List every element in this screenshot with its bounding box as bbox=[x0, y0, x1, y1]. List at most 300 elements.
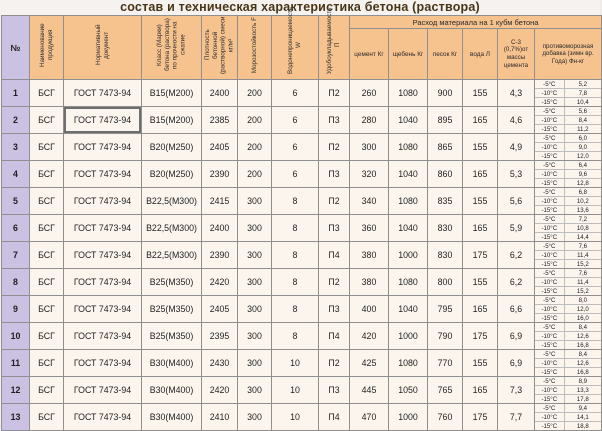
antifreeze-entry bbox=[535, 116, 601, 125]
table-row bbox=[2, 80, 602, 107]
antifreeze-entry bbox=[535, 341, 601, 349]
antifreeze-value: 6,0 bbox=[578, 134, 588, 142]
cell-klass: В22,5(М300) bbox=[142, 215, 202, 242]
cell-density: 2390 bbox=[202, 161, 238, 188]
cell-klass: В15(М200) bbox=[142, 80, 202, 107]
cell-cement: 420 bbox=[350, 323, 389, 350]
cell-antifreeze bbox=[535, 161, 602, 188]
header-c3-additive: С-3 (0,7%)от массы цемента bbox=[498, 29, 535, 80]
antifreeze-temp: -5°С bbox=[535, 377, 565, 385]
cell-work: П4 bbox=[319, 404, 350, 431]
antifreeze-temp: -5°С bbox=[535, 242, 565, 250]
antifreeze-entry bbox=[535, 242, 601, 251]
cell-c3: 6,2 bbox=[498, 269, 535, 296]
cell-product: БСГ bbox=[30, 296, 64, 323]
cell-antifreeze bbox=[535, 350, 602, 377]
cell-frost: 300 bbox=[238, 323, 272, 350]
antifreeze-temp: -15°С bbox=[535, 206, 565, 214]
cell-work: П3 bbox=[319, 377, 350, 404]
cell-wr: 6 bbox=[272, 107, 319, 134]
cell-document: ГОСТ 7473-94 bbox=[64, 215, 142, 242]
cell-wr: 10 bbox=[272, 350, 319, 377]
antifreeze-temp: -10°С bbox=[535, 224, 565, 232]
antifreeze-entry bbox=[535, 350, 601, 359]
cell-gravel: 1080 bbox=[389, 188, 428, 215]
cell-document: ГОСТ 7473-94 bbox=[64, 377, 142, 404]
antifreeze-temp: -10°С bbox=[535, 413, 565, 421]
antifreeze-value: 10,2 bbox=[576, 197, 589, 205]
cell-antifreeze bbox=[535, 80, 602, 107]
cell-cement: 300 bbox=[350, 134, 389, 161]
antifreeze-value: 10,4 bbox=[576, 98, 589, 106]
cell-c3: 4,3 bbox=[498, 80, 535, 107]
cell-frost: 200 bbox=[238, 161, 272, 188]
cell-antifreeze bbox=[535, 134, 602, 161]
antifreeze-entry bbox=[535, 323, 601, 332]
cell-work: П2 bbox=[319, 188, 350, 215]
cell-sand: 830 bbox=[428, 242, 463, 269]
header-cement: цемент Кг bbox=[350, 29, 389, 80]
antifreeze-value: 9,6 bbox=[578, 170, 588, 178]
antifreeze-temp: -5°С bbox=[535, 188, 565, 196]
antifreeze-temp: -5°С bbox=[535, 161, 565, 169]
antifreeze-value: 8,0 bbox=[578, 296, 588, 304]
cell-cement: 470 bbox=[350, 404, 389, 431]
antifreeze-temp: -15°С bbox=[535, 152, 565, 160]
table-row bbox=[2, 296, 602, 323]
cell-num: 2 bbox=[2, 107, 30, 134]
cell-wr: 6 bbox=[272, 134, 319, 161]
cell-density: 2415 bbox=[202, 188, 238, 215]
antifreeze-entry bbox=[535, 125, 601, 133]
antifreeze-temp: -10°С bbox=[535, 278, 565, 286]
cell-num: 4 bbox=[2, 161, 30, 188]
antifreeze-temp: -5°С bbox=[535, 107, 565, 115]
antifreeze-value: 15,2 bbox=[576, 287, 589, 295]
table-row bbox=[2, 134, 602, 161]
antifreeze-temp: -5°С bbox=[535, 323, 565, 331]
cell-c3: 6,9 bbox=[498, 350, 535, 377]
antifreeze-value: 11,4 bbox=[577, 278, 589, 286]
cell-gravel: 1080 bbox=[389, 80, 428, 107]
cell-frost: 300 bbox=[238, 269, 272, 296]
cell-work: П3 bbox=[319, 107, 350, 134]
cell-num: 1 bbox=[2, 80, 30, 107]
cell-c3: 7,3 bbox=[498, 377, 535, 404]
antifreeze-temp: -15°С bbox=[535, 260, 565, 268]
header-density-label: Плотность бетонной (растворной) смеси кг/м³ bbox=[203, 16, 235, 74]
cell-water: 155 bbox=[463, 350, 498, 377]
table-row bbox=[2, 350, 602, 377]
antifreeze-entry bbox=[535, 206, 601, 214]
cell-num: 3 bbox=[2, 134, 30, 161]
cell-work: П2 bbox=[319, 269, 350, 296]
header-product bbox=[30, 16, 64, 80]
antifreeze-value: 7,8 bbox=[578, 89, 588, 97]
cell-water: 165 bbox=[463, 296, 498, 323]
cell-wr: 10 bbox=[272, 377, 319, 404]
antifreeze-value: 10,8 bbox=[576, 224, 589, 232]
antifreeze-entry bbox=[535, 107, 601, 116]
header-workability-label: Удобоукладываемость П bbox=[326, 7, 341, 74]
cell-c3: 5,9 bbox=[498, 215, 535, 242]
cell-sand: 900 bbox=[428, 80, 463, 107]
table-row bbox=[2, 404, 602, 431]
cell-density: 2405 bbox=[202, 296, 238, 323]
cell-density: 2420 bbox=[202, 269, 238, 296]
cell-sand: 790 bbox=[428, 323, 463, 350]
cell-gravel: 1040 bbox=[389, 161, 428, 188]
selected-cell[interactable]: ГОСТ 7473-94 bbox=[64, 107, 142, 134]
cell-klass: В30(М400) bbox=[142, 350, 202, 377]
cell-wr: 8 bbox=[272, 188, 319, 215]
cell-sand: 770 bbox=[428, 350, 463, 377]
antifreeze-value: 12,0 bbox=[576, 305, 589, 313]
cell-water: 155 bbox=[463, 134, 498, 161]
cell-density: 2420 bbox=[202, 377, 238, 404]
cell-cement: 380 bbox=[350, 242, 389, 269]
table-row bbox=[2, 215, 602, 242]
cell-cement: 320 bbox=[350, 161, 389, 188]
cell-product: БСГ bbox=[30, 161, 64, 188]
antifreeze-value: 7,6 bbox=[578, 242, 588, 250]
cell-frost: 200 bbox=[238, 80, 272, 107]
cell-frost: 300 bbox=[238, 215, 272, 242]
header-density bbox=[202, 16, 238, 80]
cell-frost: 300 bbox=[238, 377, 272, 404]
cell-work: П3 bbox=[319, 215, 350, 242]
cell-num: 5 bbox=[2, 188, 30, 215]
antifreeze-entry bbox=[535, 260, 601, 268]
cell-gravel: 1080 bbox=[389, 269, 428, 296]
header-class-label: Класс (Марки) бетона (раствора) по прочности на сжатие bbox=[155, 18, 187, 72]
cell-c3: 4,6 bbox=[498, 107, 535, 134]
cell-density: 2400 bbox=[202, 215, 238, 242]
cell-product: БСГ bbox=[30, 269, 64, 296]
cell-frost: 300 bbox=[238, 404, 272, 431]
cell-product: БСГ bbox=[30, 215, 64, 242]
cell-cement: 340 bbox=[350, 188, 389, 215]
cell-work: П2 bbox=[319, 134, 350, 161]
cell-frost: 300 bbox=[238, 350, 272, 377]
header-antifreeze-additive: противоморозная добавка (зимн вр. Года) Фн-кг bbox=[535, 29, 602, 80]
cell-sand: 860 bbox=[428, 161, 463, 188]
cell-antifreeze bbox=[535, 242, 602, 269]
cell-num: 8 bbox=[2, 269, 30, 296]
table-row bbox=[2, 377, 602, 404]
cell-klass: В15(М200) bbox=[142, 107, 202, 134]
cell-water: 155 bbox=[463, 188, 498, 215]
cell-water: 165 bbox=[463, 161, 498, 188]
cell-product: БСГ bbox=[30, 188, 64, 215]
cell-klass: В25(М350) bbox=[142, 269, 202, 296]
cell-num: 13 bbox=[2, 404, 30, 431]
cell-sand: 895 bbox=[428, 107, 463, 134]
antifreeze-entry bbox=[535, 404, 601, 413]
antifreeze-entry bbox=[535, 170, 601, 179]
antifreeze-temp: -15°С bbox=[535, 368, 565, 376]
cell-work: П2 bbox=[319, 350, 350, 377]
antifreeze-entry bbox=[535, 377, 601, 386]
cell-gravel: 1080 bbox=[389, 350, 428, 377]
antifreeze-value: 9,0 bbox=[578, 143, 588, 151]
antifreeze-value: 11,2 bbox=[577, 125, 589, 133]
cell-gravel: 1050 bbox=[389, 377, 428, 404]
cell-product: БСГ bbox=[30, 107, 64, 134]
cell-klass: В25(М350) bbox=[142, 323, 202, 350]
antifreeze-entry bbox=[535, 98, 601, 106]
cell-klass: В22,5(М300) bbox=[142, 242, 202, 269]
antifreeze-entry bbox=[535, 422, 601, 430]
antifreeze-temp: -15°С bbox=[535, 125, 565, 133]
cell-klass: В25(М350) bbox=[142, 296, 202, 323]
antifreeze-value: 7,6 bbox=[578, 269, 588, 277]
table-row bbox=[2, 242, 602, 269]
header-document bbox=[64, 16, 142, 80]
antifreeze-entry bbox=[535, 332, 601, 341]
antifreeze-entry bbox=[535, 80, 601, 89]
cell-frost: 300 bbox=[238, 242, 272, 269]
header-gravel: щебень Кг bbox=[389, 29, 428, 80]
cell-num: 6 bbox=[2, 215, 30, 242]
table-row bbox=[2, 269, 602, 296]
cell-c3: 7,7 bbox=[498, 404, 535, 431]
cell-gravel: 1080 bbox=[389, 134, 428, 161]
antifreeze-temp: -15°С bbox=[535, 422, 565, 430]
antifreeze-temp: -15°С bbox=[535, 314, 565, 322]
antifreeze-temp: -15°С bbox=[535, 287, 565, 295]
cell-work: П3 bbox=[319, 161, 350, 188]
header-document-label: Нормативный документ bbox=[94, 24, 110, 66]
antifreeze-entry bbox=[535, 152, 601, 160]
cell-gravel: 1000 bbox=[389, 323, 428, 350]
cell-gravel: 1000 bbox=[389, 242, 428, 269]
cell-cement: 425 bbox=[350, 350, 389, 377]
cell-document: ГОСТ 7473-94 bbox=[64, 134, 142, 161]
antifreeze-value: 8,4 bbox=[578, 323, 588, 331]
antifreeze-entry bbox=[535, 197, 601, 206]
antifreeze-value: 12,6 bbox=[576, 359, 589, 367]
antifreeze-temp: -15°С bbox=[535, 341, 565, 349]
cell-cement: 360 bbox=[350, 215, 389, 242]
antifreeze-temp: -10°С bbox=[535, 332, 565, 340]
table-body bbox=[2, 80, 602, 431]
cell-density: 2395 bbox=[202, 323, 238, 350]
antifreeze-entry bbox=[535, 143, 601, 152]
antifreeze-value: 6,4 bbox=[578, 161, 588, 169]
antifreeze-entry bbox=[535, 224, 601, 233]
cell-density: 2405 bbox=[202, 134, 238, 161]
antifreeze-temp: -5°С bbox=[535, 269, 565, 277]
cell-work: П2 bbox=[319, 80, 350, 107]
antifreeze-temp: -10°С bbox=[535, 116, 565, 124]
antifreeze-temp: -10°С bbox=[535, 143, 565, 151]
cell-cement: 445 bbox=[350, 377, 389, 404]
cell-wr: 10 bbox=[272, 404, 319, 431]
antifreeze-value: 14,1 bbox=[576, 413, 589, 421]
antifreeze-entry bbox=[535, 386, 601, 395]
cell-num: 12 bbox=[2, 377, 30, 404]
cell-frost: 200 bbox=[238, 107, 272, 134]
header-sand: песок Кг bbox=[428, 29, 463, 80]
cell-antifreeze bbox=[535, 404, 602, 431]
cell-klass: В20(М250) bbox=[142, 134, 202, 161]
antifreeze-temp: -10°С bbox=[535, 386, 565, 394]
cell-product: БСГ bbox=[30, 377, 64, 404]
antifreeze-entry bbox=[535, 413, 601, 422]
cell-antifreeze bbox=[535, 377, 602, 404]
cell-antifreeze bbox=[535, 215, 602, 242]
cell-water: 175 bbox=[463, 323, 498, 350]
cell-document: ГОСТ 7473-94 bbox=[64, 161, 142, 188]
cell-work: П4 bbox=[319, 242, 350, 269]
cell-klass: В20(М250) bbox=[142, 161, 202, 188]
cell-gravel: 1040 bbox=[389, 107, 428, 134]
cell-wr: 8 bbox=[272, 296, 319, 323]
cell-cement: 380 bbox=[350, 269, 389, 296]
antifreeze-value: 13,3 bbox=[576, 386, 589, 394]
cell-sand: 760 bbox=[428, 404, 463, 431]
table-row bbox=[2, 161, 602, 188]
antifreeze-value: 16,8 bbox=[576, 368, 589, 376]
antifreeze-entry bbox=[535, 188, 601, 197]
antifreeze-value: 8,9 bbox=[578, 377, 588, 385]
header-water-resistance-label: Водонепроницаемость W bbox=[287, 7, 302, 74]
cell-document: ГОСТ 7473-94 bbox=[64, 242, 142, 269]
cell-c3: 5,6 bbox=[498, 188, 535, 215]
antifreeze-entry bbox=[535, 251, 601, 260]
header-num bbox=[2, 16, 30, 80]
cell-document: ГОСТ 7473-94 bbox=[64, 296, 142, 323]
cell-density: 2385 bbox=[202, 107, 238, 134]
header-water: вода Л bbox=[463, 29, 498, 80]
cell-water: 165 bbox=[463, 377, 498, 404]
cell-cement: 400 bbox=[350, 296, 389, 323]
cell-klass: В30(М400) bbox=[142, 404, 202, 431]
cell-density: 2410 bbox=[202, 404, 238, 431]
cell-product: БСГ bbox=[30, 404, 64, 431]
cell-frost: 300 bbox=[238, 188, 272, 215]
antifreeze-value: 12,8 bbox=[576, 179, 589, 187]
cell-wr: 6 bbox=[272, 80, 319, 107]
antifreeze-value: 17,8 bbox=[576, 395, 589, 403]
antifreeze-value: 8,4 bbox=[578, 116, 588, 124]
cell-sand: 830 bbox=[428, 215, 463, 242]
cell-sand: 800 bbox=[428, 269, 463, 296]
antifreeze-temp: -5°С bbox=[535, 134, 565, 142]
header-workability bbox=[319, 7, 350, 80]
cell-num: 10 bbox=[2, 323, 30, 350]
cell-c3: 6,2 bbox=[498, 242, 535, 269]
antifreeze-temp: -10°С bbox=[535, 359, 565, 367]
cell-num: 11 bbox=[2, 350, 30, 377]
cell-product: БСГ bbox=[30, 323, 64, 350]
antifreeze-temp: -10°С bbox=[535, 305, 565, 313]
antifreeze-entry bbox=[535, 89, 601, 98]
cell-wr: 8 bbox=[272, 269, 319, 296]
antifreeze-value: 18,8 bbox=[576, 422, 589, 430]
antifreeze-temp: -10°С bbox=[535, 197, 565, 205]
cell-water: 175 bbox=[463, 242, 498, 269]
antifreeze-value: 12,6 bbox=[576, 332, 589, 340]
header-frost-label: Морозостойкость F bbox=[250, 16, 258, 74]
cell-wr: 6 bbox=[272, 161, 319, 188]
cell-gravel: 1040 bbox=[389, 296, 428, 323]
antifreeze-value: 14,4 bbox=[576, 233, 589, 241]
header-num-label: № bbox=[10, 42, 21, 53]
cell-document: ГОСТ 7473-94 bbox=[64, 188, 142, 215]
antifreeze-temp: -15°С bbox=[535, 98, 565, 106]
antifreeze-entry bbox=[535, 161, 601, 170]
cell-num: 7 bbox=[2, 242, 30, 269]
cell-water: 165 bbox=[463, 107, 498, 134]
table-row bbox=[2, 107, 602, 134]
antifreeze-temp: -15°С bbox=[535, 179, 565, 187]
cell-klass: В22,5(М300) bbox=[142, 188, 202, 215]
antifreeze-value: 15,2 bbox=[576, 260, 589, 268]
cell-cement: 280 bbox=[350, 107, 389, 134]
cell-sand: 795 bbox=[428, 296, 463, 323]
antifreeze-entry bbox=[535, 368, 601, 376]
antifreeze-temp: -5°С bbox=[535, 404, 565, 412]
page-title: состав и техническая характеристика бетона (раствора) bbox=[120, 0, 480, 14]
antifreeze-entry bbox=[535, 314, 601, 322]
header-frost bbox=[238, 16, 272, 80]
antifreeze-value: 5,2 bbox=[578, 80, 588, 88]
cell-sand: 865 bbox=[428, 134, 463, 161]
table-row bbox=[2, 323, 602, 350]
antifreeze-value: 16,8 bbox=[576, 341, 589, 349]
header-class bbox=[142, 16, 202, 80]
cell-cement: 260 bbox=[350, 80, 389, 107]
cell-frost: 300 bbox=[238, 296, 272, 323]
cell-antifreeze bbox=[535, 323, 602, 350]
cell-frost: 200 bbox=[238, 134, 272, 161]
antifreeze-entry bbox=[535, 287, 601, 295]
cell-document: ГОСТ 7473-94 bbox=[64, 269, 142, 296]
antifreeze-entry bbox=[535, 233, 601, 241]
antifreeze-value: 11,4 bbox=[577, 251, 589, 259]
antifreeze-temp: -5°С bbox=[535, 296, 565, 304]
antifreeze-value: 7,2 bbox=[578, 215, 588, 223]
antifreeze-entry bbox=[535, 215, 601, 224]
cell-gravel: 1000 bbox=[389, 404, 428, 431]
cell-product: БСГ bbox=[30, 134, 64, 161]
cell-sand: 765 bbox=[428, 377, 463, 404]
cell-document: ГОСТ 7473-94 bbox=[64, 350, 142, 377]
cell-work: П4 bbox=[319, 323, 350, 350]
cell-c3: 4,9 bbox=[498, 134, 535, 161]
cell-product: БСГ bbox=[30, 80, 64, 107]
cell-density: 2430 bbox=[202, 350, 238, 377]
cell-num: 9 bbox=[2, 296, 30, 323]
cell-c3: 6,9 bbox=[498, 323, 535, 350]
antifreeze-entry bbox=[535, 359, 601, 368]
cell-c3: 5,3 bbox=[498, 161, 535, 188]
table-row bbox=[2, 188, 602, 215]
cell-antifreeze bbox=[535, 188, 602, 215]
cell-document: ГОСТ 7473-94 bbox=[64, 404, 142, 431]
cell-antifreeze bbox=[535, 269, 602, 296]
cell-density: 2400 bbox=[202, 80, 238, 107]
antifreeze-value: 9,4 bbox=[578, 404, 588, 412]
cell-product: БСГ bbox=[30, 350, 64, 377]
cell-document: ГОСТ 7473-94 bbox=[64, 323, 142, 350]
antifreeze-temp: -10°С bbox=[535, 89, 565, 97]
cell-water: 155 bbox=[463, 269, 498, 296]
header-consumption-group: Расход материала на 1 кубм бетона bbox=[350, 16, 602, 29]
antifreeze-entry bbox=[535, 296, 601, 305]
